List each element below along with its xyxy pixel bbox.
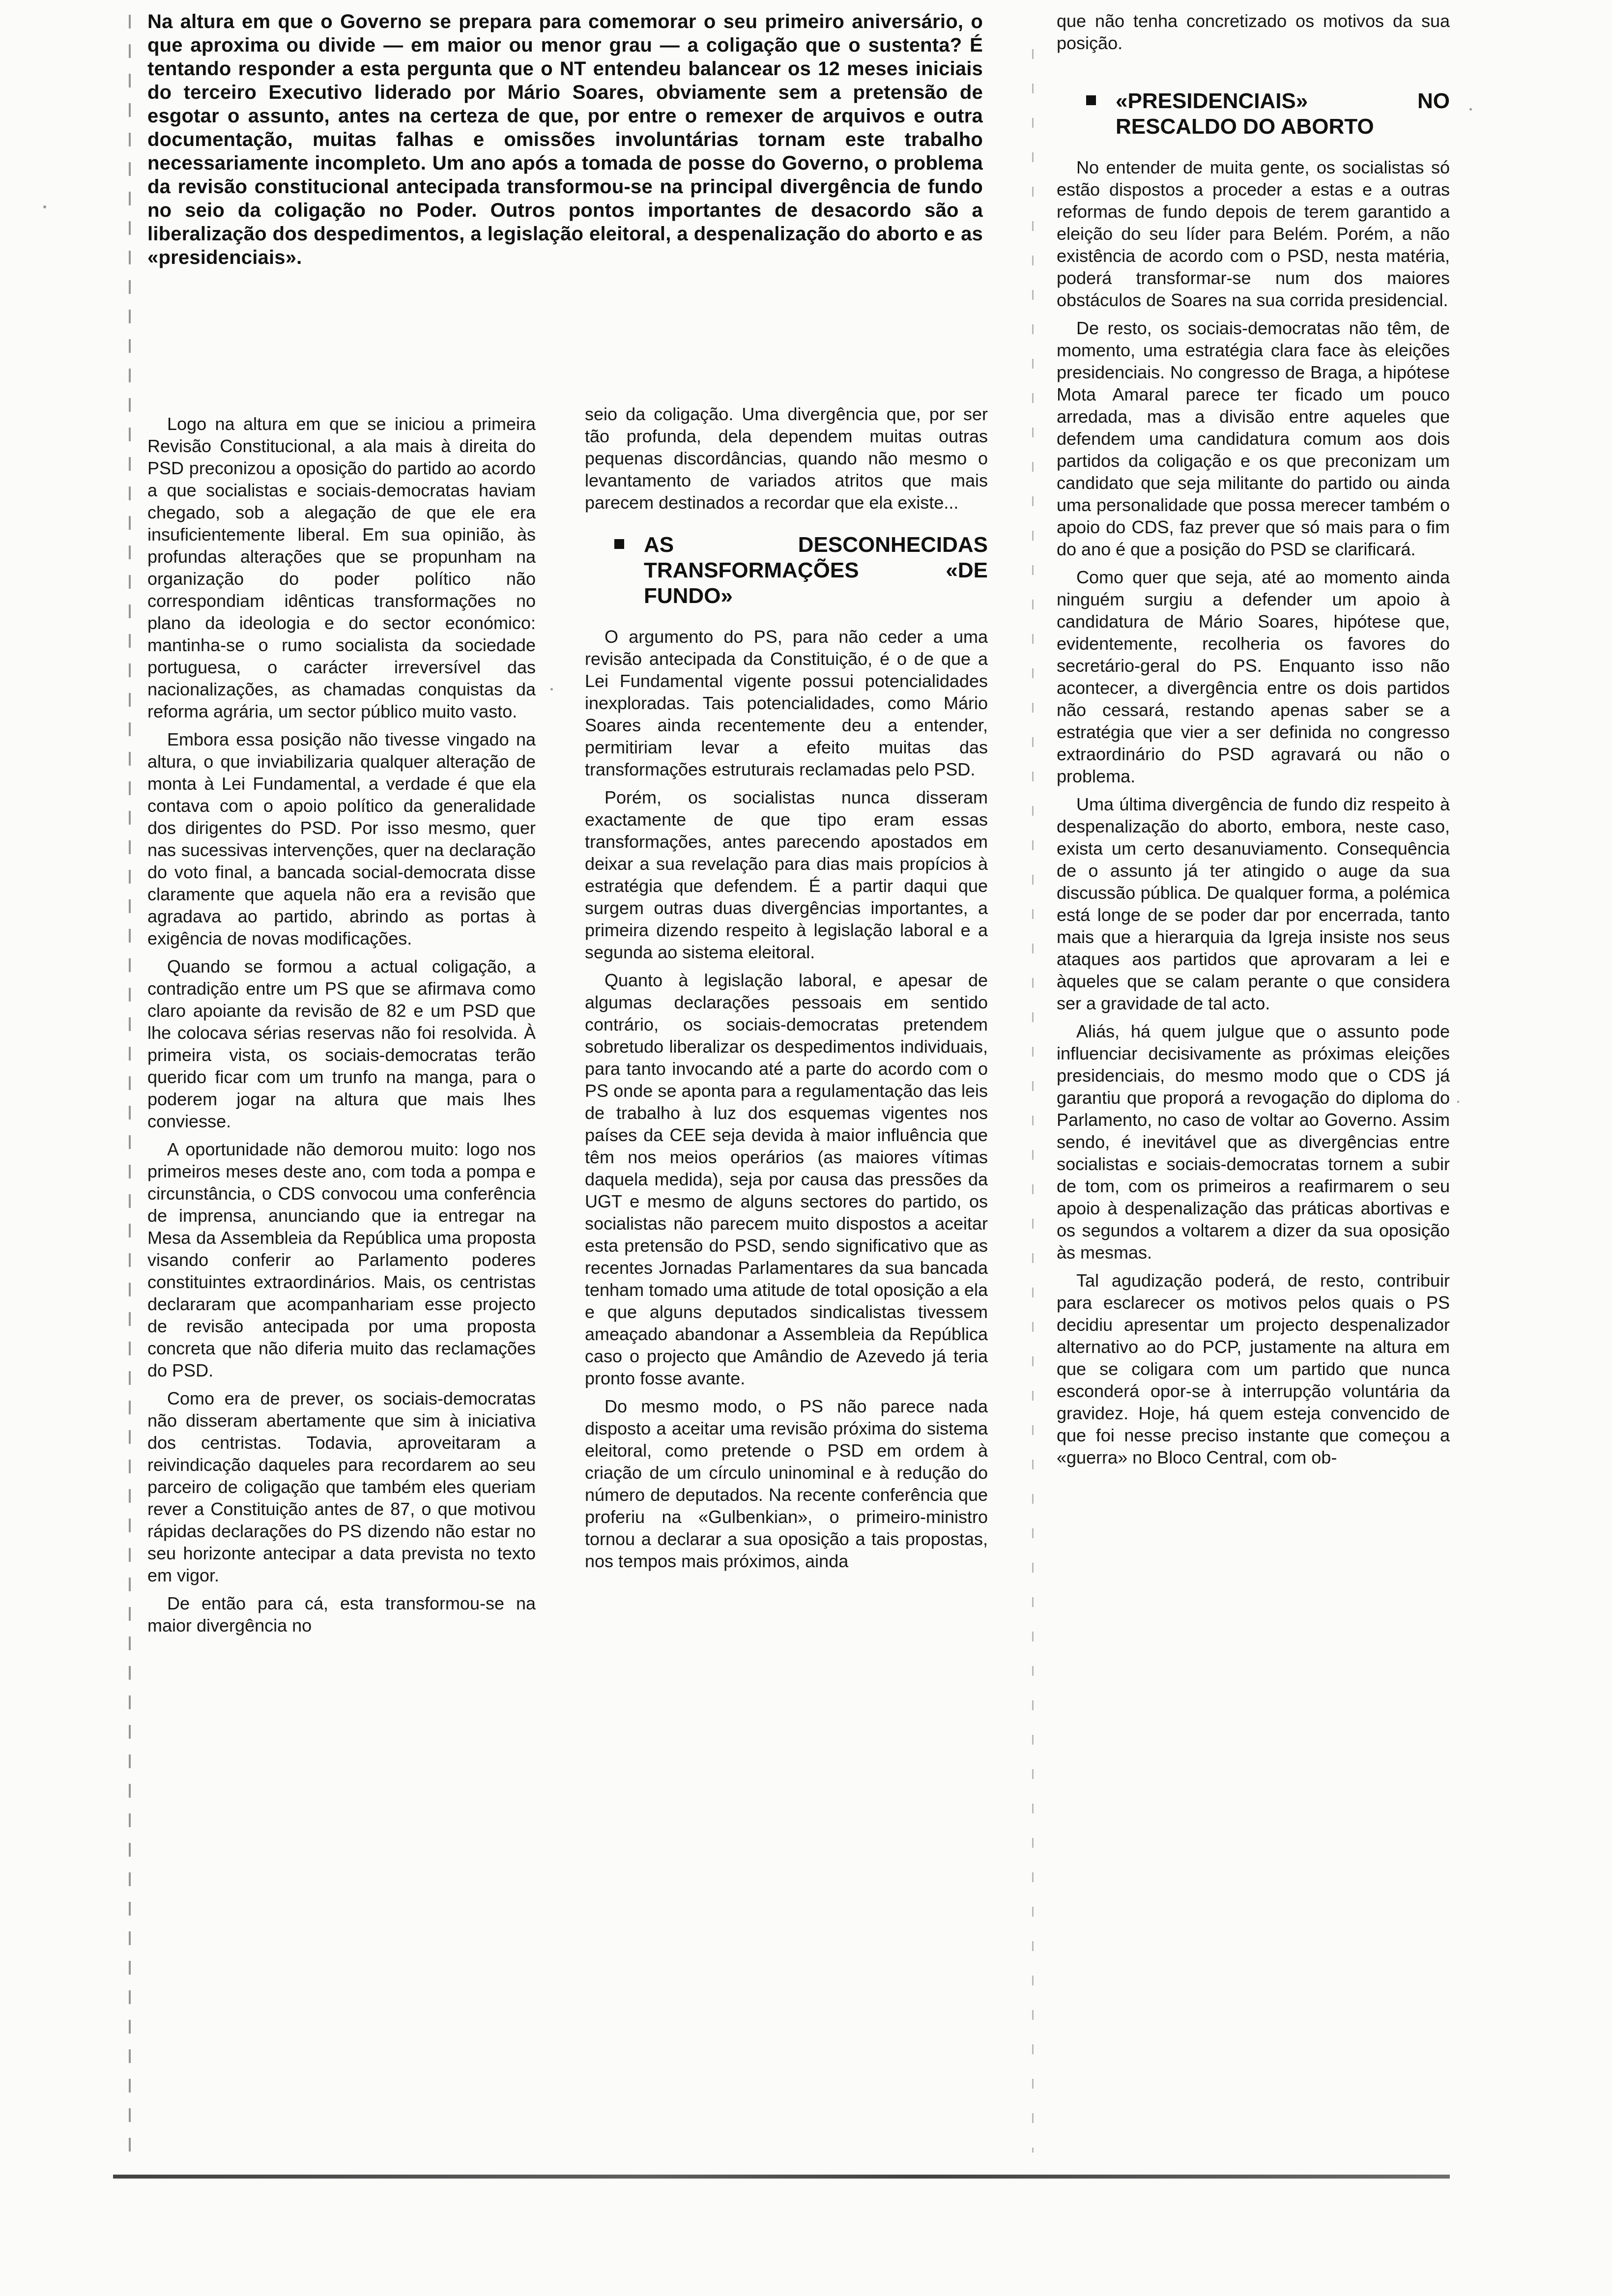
paragraph: Logo na altura em que se iniciou a primeira Revisão Constitucional, a ala mais à direita do PSD preconizou a oposição do partido ao acordo a que socialistas e sociais-democratas haviam chegado, sob a alegação de que ele era insuficientemente liberal. Em sua opinião, às profundas alterações que se propunham na organização do poder político não correspondiam idênticas transformações no plano da ideologia e do sector económico: mantinha-se o rumo socialista da sociedade portuguesa, o carácter irreversível das nacionalizações, as chamadas conquistas da reforma agrária, um sector público muito vasto. (147, 414, 536, 721)
scan-speck (1457, 1101, 1459, 1103)
paragraph: Uma última divergência de fundo diz respeito à despenalização do aborto, embora, neste caso, exista um certo desanuviamento. Consequência de o assunto já ter atingido o auge da sua discussão pública. De qualquer forma, a polémica está longe de se poder dar por encerrada, tanto mais que a hierarquia da Igreja insiste nos seus ataques aos partidos que aprovaram a lei e àqueles que se calam perante o que considera ser a gravidade de tal acto. (1057, 794, 1450, 1013)
paragraph: Como quer que seja, até ao momento ainda ninguém surgiu a defender um apoio à candidatura de Mário Soares, hipótese que, evidentemente, recolheria os favores do secretário-geral do PS. Enquanto isso não acontecer, a divergência entre os dois partidos não cessará, restando apenas saber se a estratégia que vier a ser definida no congresso extraordinário do PSD agravará ou não o problema. (1057, 567, 1450, 786)
paragraph: No entender de muita gente, os socialistas só estão dispostos a proceder a estas e a outras reformas de fundo depois de terem garantido a eleição do seu líder para Belém. Porém, a não existência de acordo com o PSD, nesta matéria, poderá transformar-se num dos maiores obstáculos de Soares na sua corrida presidencial. (1057, 157, 1450, 310)
paragraph: seio da coligação. Uma divergência que, por ser tão profunda, dela dependem muitas outras pequenas discordâncias, quando não mesmo o levantamento de variados atritos que mais parecem destinados a recordar que ela existe... (585, 404, 988, 513)
article-column-3 (1057, 10, 1450, 1474)
paragraph: De resto, os sociais-democratas não têm, de momento, uma estratégia clara face às eleições presidenciais. No congresso de Braga, a hipótese Mota Amaral parece ter ficado um pouco arredada, mas a divisão entre aqueles que defendem uma candidatura comum aos dois partidos da coligação e os que preconizam um candidato que seja militante do partido ou ainda uma personalidade que possa merecer também o apoio do CDS, faz prever que só mais para o fim do ano é que a posição do PSD se clarificará. (1057, 318, 1450, 559)
paragraph: De então para cá, esta transformou-se na maior divergência no (147, 1593, 536, 1636)
paragraph: A oportunidade não demorou muito: logo nos primeiros meses deste ano, com toda a pompa e circunstância, o CDS convocou uma conferência de imprensa, anunciando que ia entregar na Mesa da Assembleia da República uma proposta visando conferir ao Parlamento poderes constituintes extraordinários. Mais, os centristas declararam que acompanhariam esse projecto de revisão antecipada por uma proposta concreta que não diferia muito das reclamações do PSD. (147, 1139, 536, 1380)
article-column-2 (585, 403, 988, 1578)
section-subheading (1086, 88, 1450, 140)
scan-speck (550, 688, 553, 690)
paragraph: que não tenha concretizado os motivos da sua posição. (1057, 11, 1450, 53)
paragraph: Porém, os socialistas nunca disseram exactamente de que tipo eram essas transformações, antes parecendo apostados em deixar a sua revelação para dias mais propícios à estratégia que defendem. É a partir daqui que surgem outras duas divergências importantes, a primeira dizendo respeito à legislação laboral e a segunda ao sistema eleitoral. (585, 787, 988, 962)
article-lead-paragraph: Na altura em que o Governo se prepara para comemorar o seu primeiro aniversário, o que aproxima ou divide — em maior ou menor grau — a coligação que o sustenta? É tentando responder a esta pergunta que o NT entendeu balancear os 12 meses iniciais do terceiro Executivo liderado por Mário Soares, obviamente sem a pretensão de esgotar o assunto, antes na certeza de que, por entre o remexer de arquivos e outra documentação, muitas falhas e omissões involuntárias tornam este trabalho necessariamente incompleto. Um ano após a tomada de posse do Governo, o problema da revisão constitucional antecipada transformou-se na principal divergência de fundo no seio da coligação no Poder. Outros pontos importantes de desacordo são a liberalização dos despedimentos, a legislação eleitoral, a despenalização do aborto e as «presidenciais». (147, 11, 983, 268)
paragraph: Do mesmo modo, o PS não parece nada disposto a aceitar uma revisão próxima do sistema eleitoral, como pretende o PSD em ordem à criação de um círculo uninominal e à redução do número de deputados. Na recente conferência que proferiu na «Gulbenkian», o primeiro-ministro tornou a declarar a sua oposição a tais propostas, nos tempos mais próximos, ainda (585, 1396, 988, 1571)
scan-speck (1469, 108, 1472, 111)
paragraph: Quando se formou a actual coligação, a contradição entre um PS que se afirmava como claro apoiante da revisão de 82 e um PSD que lhe colocava sérias reservas não foi resolvida. À primeira vista, os sociais-democratas terão querido ficar com um trunfo na manga, para o poderem jogar na altura que mais lhes conviesse. (147, 956, 536, 1131)
left-edge-rule (129, 15, 131, 2157)
paragraph: Como era de prever, os sociais-democratas não disseram abertamente que sim à iniciativa dos centristas. Todavia, aproveitaram a reivindicação daqueles para recordarem ao seu parceiro de coligação que também eles queriam rever a Constituição antes de 87, o que motivou rápidas declarações do PS dizendo não estar no seu horizonte antecipar a data prevista no texto em vigor. (147, 1388, 536, 1585)
column-divider (1032, 49, 1034, 2152)
square-bullet-icon (614, 539, 624, 549)
scan-speck (43, 205, 46, 208)
subheading-text: AS DESCONHECIDAS TRANSFORMAÇÕES «DE FUNDO» (644, 533, 988, 608)
paragraph: Aliás, há quem julgue que o assunto pode influenciar decisivamente as próximas eleições presidenciais, do mesmo modo que o CDS já garantiu que proporá a revogação do diploma do Parlamento, no caso de voltar ao Governo. Assim sendo, é inevitável que as divergências entre socialistas e sociais-democratas tornem a subir de tom, com os primeiros a reafirmarem o seu apoio à despenalização das práticas abortivas e os segundos a voltarem a dizer da sua oposição às mesmas. (1057, 1021, 1450, 1263)
torn-bottom-edge (113, 2175, 1450, 2179)
paragraph: Embora essa posição não tivesse vingado na altura, o que inviabilizaria qualquer alteração de monta à Lei Fundamental, a verdade é que ela contava com o apoio político da generalidade dos dirigentes do PSD. Por isso mesmo, quer nas sucessivas intervenções, quer na declaração do voto final, a bancada social-democrata disse claramente que aquela não era a revisão que agradava ao partido, abrindo as portas à exigência de novas modificações. (147, 729, 536, 948)
subheading-text: «PRESIDENCIAIS» NO RESCALDO DO ABORTO (1116, 89, 1450, 139)
section-subheading (614, 532, 988, 609)
paragraph: Tal agudização poderá, de resto, contribuir para esclarecer os motivos pelos quais o PS decidiu apresentar um projecto despenalizador alternativo ao do PCP, justamente na altura em que se coligara com um partido que nunca esconderá opor-se à interrupção voluntária da gravidez. Hoje, há quem esteja convencido de que foi nesse preciso instante que começou a «guerra» no Bloco Central, com ob- (1057, 1270, 1450, 1467)
paragraph: Quanto à legislação laboral, e apesar de algumas declarações pessoais em sentido contrário, os sociais-democratas pretendem sobretudo liberalizar os despedimentos individuais, para tanto invocando até a parte do acordo com o PS onde se aponta para a regulamentação das leis de trabalho à luz dos esquemas vigentes nos países da CEE seja devida à maior influência que têm nos meios operários (as maiores vítimas daquela medida), seja por causa das pressões da UGT e mesmo de alguns sectores do partido, os socialistas não parecem muito dispostos a aceitar esta pretensão do PSD, sendo significativo que as recentes Jornadas Parlamentares da sua bancada tenham tomado uma atitude de total oposição a ela e que alguns deputados sindicalistas tivessem ameaçado abandonar a Assembleia da República caso o projecto que Amândio de Azevedo já teria pronto fosse avante. (585, 970, 988, 1388)
article-column-1 (147, 413, 536, 1642)
paragraph: O argumento do PS, para não ceder a uma revisão antecipada da Constituição, é o de que a Lei Fundamental vigente possui potencialidades inexploradas. Tais potencialidades, como Mário Soares ainda recentemente deu a entender, permitiriam levar a efeito muitas das transformações estruturais reclamadas pelo PSD. (585, 627, 988, 779)
square-bullet-icon (1086, 95, 1096, 105)
